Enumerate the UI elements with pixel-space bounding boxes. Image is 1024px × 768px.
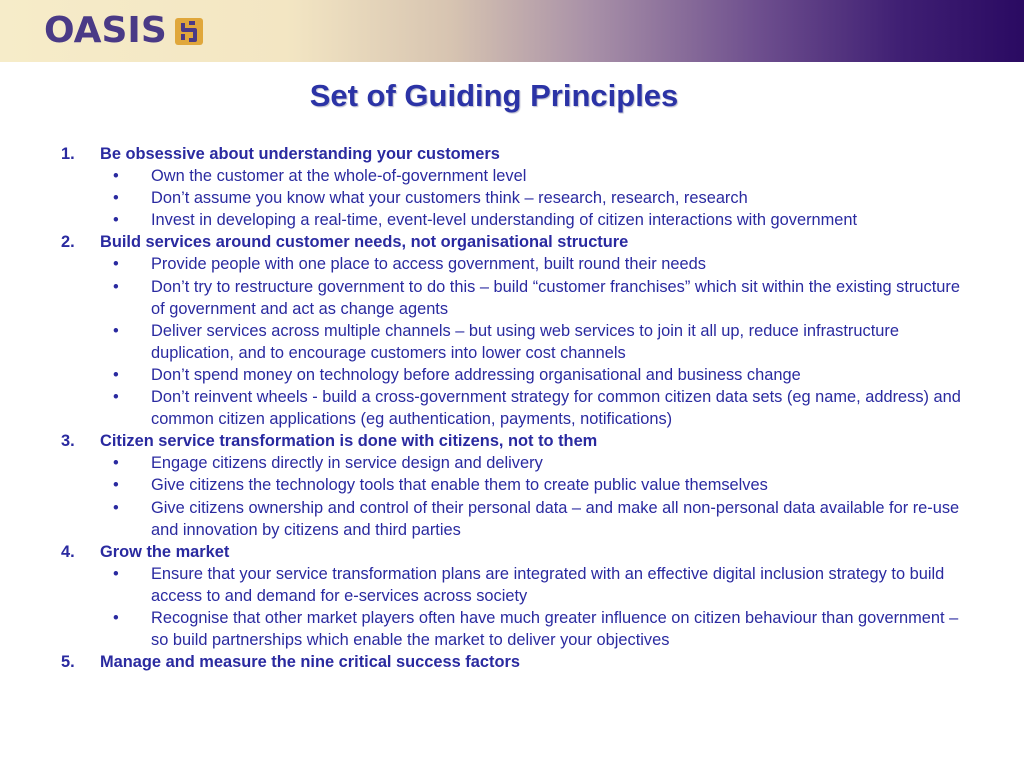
principle-4 xyxy=(61,541,961,651)
bullet-dot-icon: • xyxy=(113,321,119,340)
principles-list xyxy=(61,143,961,673)
bullet-text: Ensure that your service transformation plans are integrated with an effective digital inclusion strategy to build access to and demand for e-services across society xyxy=(151,564,945,605)
bullet-dot-icon: • xyxy=(113,189,119,208)
bullet-item xyxy=(61,187,961,209)
slide-title: Set of Guiding Principles xyxy=(309,78,679,113)
logo-wordmark: OASIS xyxy=(44,10,167,51)
principle-number: 5. xyxy=(61,653,75,672)
bullet-text: Give citizens the technology tools that enable them to create public value themselves xyxy=(151,476,768,495)
principle-heading xyxy=(61,231,961,253)
bullet-text: Engage citizens directly in service design and delivery xyxy=(151,454,543,473)
bullet-dot-icon: • xyxy=(113,476,119,495)
bullet-dot-icon: • xyxy=(113,608,119,627)
bullet-dot-icon: • xyxy=(113,454,119,473)
principle-heading-text: Build services around customer needs, not organisational structure xyxy=(100,233,629,252)
principle-number: 3. xyxy=(61,432,75,451)
bullet-text: Give citizens ownership and control of their personal data – and make all non-personal data available for re-use and innovation by citizens and third parties xyxy=(151,498,960,539)
bullet-item xyxy=(61,607,961,651)
bullet-dot-icon: • xyxy=(113,211,119,230)
principle-5 xyxy=(61,651,961,673)
bullet-item xyxy=(61,253,961,275)
principle-heading-text: Be obsessive about understanding your customers xyxy=(100,145,500,163)
bullet-dot-icon: • xyxy=(113,167,119,186)
bullet-item xyxy=(61,165,961,187)
principle-heading-text: Grow the market xyxy=(100,542,230,561)
bullet-item xyxy=(61,209,961,231)
principle-3 xyxy=(61,430,961,540)
bullet-item xyxy=(61,563,961,607)
bullet-text: Provide people with one place to access government, built round their needs xyxy=(151,255,706,274)
bullet-item xyxy=(61,497,961,541)
bullet-item xyxy=(61,276,961,320)
bullet-item xyxy=(61,474,961,496)
oasis-mark-icon xyxy=(173,15,205,47)
principle-heading xyxy=(61,651,961,673)
principle-heading xyxy=(61,541,961,563)
principle-1 xyxy=(61,143,961,231)
principle-heading xyxy=(61,143,961,165)
bullet-item xyxy=(61,320,961,364)
principle-number: 2. xyxy=(61,233,75,252)
bullet-item xyxy=(61,452,961,474)
principle-heading-text: Manage and measure the nine critical success factors xyxy=(100,653,520,672)
bullet-dot-icon: • xyxy=(113,498,119,517)
principle-2 xyxy=(61,231,961,430)
principle-heading-text: Citizen service transformation is done with citizens, not to them xyxy=(100,432,598,451)
oasis-logo xyxy=(44,12,205,50)
bullet-text: Own the customer at the whole-of-government level xyxy=(151,167,527,186)
header-band xyxy=(0,0,1024,62)
bullet-dot-icon: • xyxy=(113,365,119,384)
bullet-dot-icon: • xyxy=(113,564,119,583)
bullet-item xyxy=(61,386,961,430)
bullet-text: Don’t try to restructure government to do this – build “customer franchises” which sit within the existing structure of government and act as change agents xyxy=(151,277,960,318)
bullet-text: Don’t assume you know what your customers think – research, research, research xyxy=(151,189,748,208)
bullet-item xyxy=(61,364,961,386)
principle-heading xyxy=(61,430,961,452)
bullet-dot-icon: • xyxy=(113,388,119,407)
bullet-text: Deliver services across multiple channels – but using web services to join it all up, reduce infrastructure duplication, and to encourage customers into lower cost channels xyxy=(151,321,899,362)
principle-number: 1. xyxy=(61,145,75,163)
bullet-text: Don’t spend money on technology before addressing organisational and business change xyxy=(151,365,801,384)
bullet-text: Invest in developing a real-time, event-level understanding of citizen interactions with government xyxy=(151,211,858,230)
bullet-dot-icon: • xyxy=(113,255,119,274)
principle-number: 4. xyxy=(61,542,75,561)
bullet-dot-icon: • xyxy=(113,277,119,296)
bullet-text: Recognise that other market players often have much greater influence on citizen behaviour than government – so build partnerships which enable the market to deliver your objectives xyxy=(151,608,959,650)
bullet-text: Don’t reinvent wheels - build a cross-government strategy for common citizen data sets (eg name, address) and common citizen applications (eg authentication, payments, notifications) xyxy=(151,388,961,429)
